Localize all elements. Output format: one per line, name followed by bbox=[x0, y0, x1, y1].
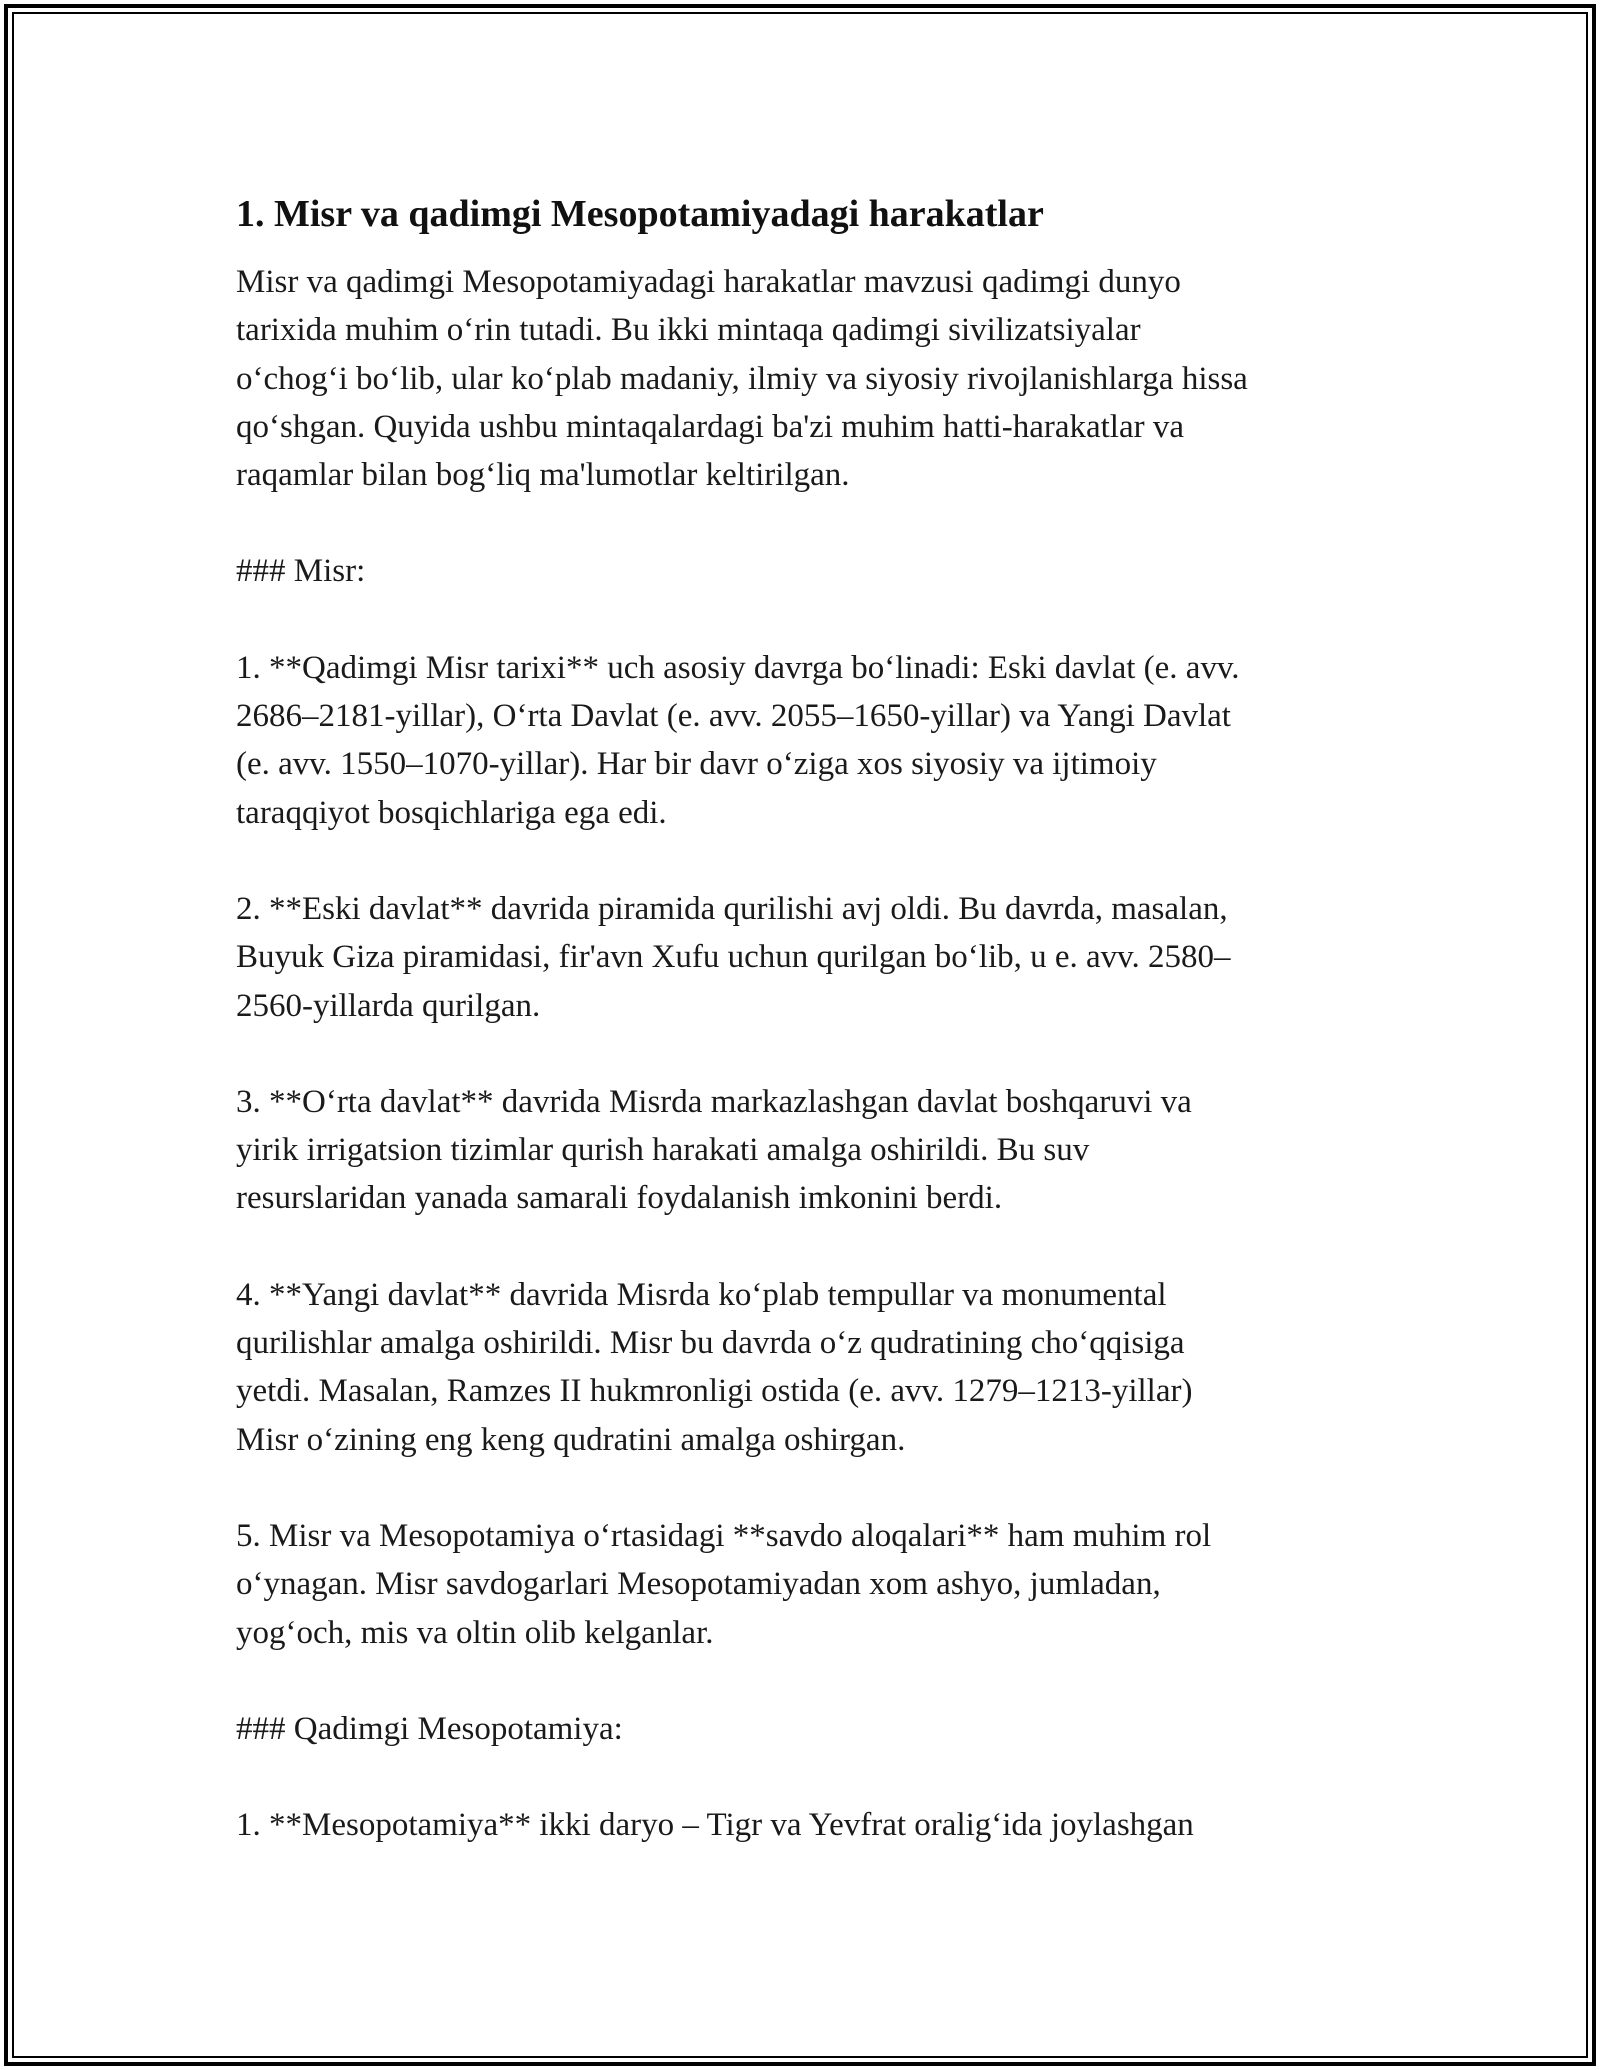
list-item-1-misr-history bbox=[236, 644, 1366, 837]
text-line: oʻchogʻi boʻlib, ular koʻplab madaniy, ilmiy va siyosiy rivojlanishlarga hissa bbox=[236, 360, 1248, 397]
text-line: 2686–2181-yillar), Oʻrta Davlat (e. avv. 2055–1650-yillar) va Yangi Davlat bbox=[236, 698, 1231, 735]
text-line: yirik irrigatsion tizimlar qurish harakati amalga oshirildi. Bu suv bbox=[236, 1132, 1090, 1169]
text-line: ### Misr: bbox=[236, 553, 366, 590]
document-title: 1. Misr va qadimgi Mesopotamiyadagi harakatlar bbox=[236, 193, 1044, 235]
text-line: Misr oʻzining eng keng qudratini amalga oshirgan. bbox=[236, 1421, 906, 1458]
list-item-5-trade bbox=[236, 1512, 1366, 1657]
text-line: raqamlar bilan bogʻliq ma'lumotlar keltirilgan. bbox=[236, 457, 850, 494]
text-line: yogʻoch, mis va oltin olib kelganlar. bbox=[236, 1614, 714, 1651]
text-line: resurslaridan yanada samarali foydalanish imkonini berdi. bbox=[236, 1180, 1003, 1217]
text-line: oʻynagan. Misr savdogarlari Mesopotamiyadan xom ashyo, jumladan, bbox=[236, 1566, 1161, 1603]
text-line: qurilishlar amalga oshirildi. Misr bu davrda oʻz qudratining choʻqqisiga bbox=[236, 1325, 1185, 1362]
text-line: qoʻshgan. Quyida ushbu mintaqalardagi ba'zi muhim hatti-harakatlar va bbox=[236, 408, 1184, 445]
text-line: 2. **Eski davlat** davrida piramida qurilishi avj oldi. Bu davrda, masalan, bbox=[236, 890, 1228, 927]
section-heading-mesopotamia bbox=[236, 1705, 1366, 1753]
section-heading-misr bbox=[236, 547, 1366, 595]
text-line: Misr va qadimgi Mesopotamiyadagi harakatlar mavzusi qadimgi dunyo bbox=[236, 264, 1181, 300]
text-line: 1. **Mesopotamiya** ikki daryo – Tigr va Yevfrat oraligʻida joylashgan bbox=[236, 1807, 1194, 1844]
list-item-4-new-kingdom bbox=[236, 1271, 1366, 1464]
text-line: 2560-yillarda qurilgan. bbox=[236, 987, 541, 1024]
list-item-2-old-kingdom bbox=[236, 885, 1366, 1030]
text-line: 4. **Yangi davlat** davrida Misrda koʻplab tempullar va monumental bbox=[236, 1276, 1167, 1313]
text-line: taraqqiyot bosqichlariga ega edi. bbox=[236, 794, 667, 831]
text-line: 1. **Qadimgi Misr tarixi** uch asosiy davrga boʻlinadi: Eski davlat (e. avv. bbox=[236, 649, 1240, 686]
text-line: yetdi. Masalan, Ramzes II hukmronligi ostida (e. avv. 1279–1213-yillar) bbox=[236, 1373, 1193, 1410]
text-line: (e. avv. 1550–1070-yillar). Har bir davr oʻziga xos siyosiy va ijtimoiy bbox=[236, 746, 1157, 783]
text-line: tarixida muhim oʻrin tutadi. Bu ikki mintaqa qadimgi sivilizatsiyalar bbox=[236, 312, 1141, 349]
paragraph-intro bbox=[236, 258, 1366, 499]
document-content bbox=[236, 188, 1366, 1897]
document-body bbox=[236, 258, 1366, 1849]
text-line: ### Qadimgi Mesopotamiya: bbox=[236, 1710, 623, 1747]
text-line: 3. **Oʻrta davlat** davrida Misrda markazlashgan davlat boshqaruvi va bbox=[236, 1083, 1192, 1120]
text-line: Buyuk Giza piramidasi, fir'avn Xufu uchun qurilgan boʻlib, u e. avv. 2580– bbox=[236, 939, 1231, 976]
text-line: 5. Misr va Mesopotamiya oʻrtasidagi **savdo aloqalari** ham muhim rol bbox=[236, 1517, 1212, 1554]
list-item-3-middle-kingdom bbox=[236, 1078, 1366, 1223]
list-item-1-mesopotamia bbox=[236, 1801, 1366, 1849]
